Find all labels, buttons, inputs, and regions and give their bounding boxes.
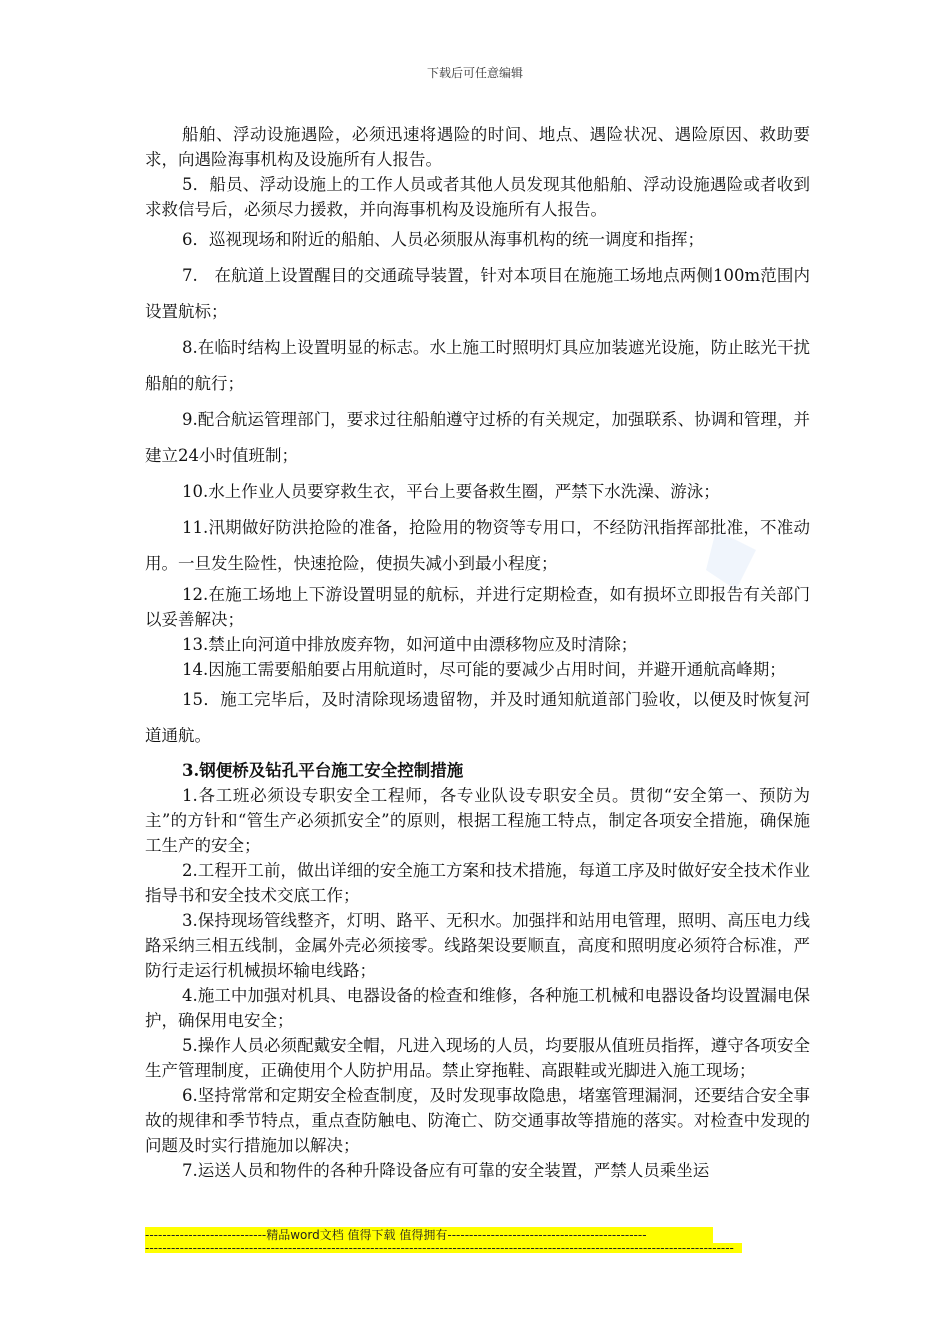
- paragraph-item-s3-4: 4.施工中加强对机具、电器设备的检查和维修，各种施工机械和电器设备均设置漏电保护，确保用电安全；: [145, 986, 810, 1030]
- page-header: 下载后可任意编辑: [426, 66, 523, 80]
- document-body: [145, 122, 810, 1183]
- paragraph-item-s3-2: 2.工程开工前，做出详细的安全施工方案和技术措施，每道工序及时做好安全技术作业指导书和安全技术交底工作；: [145, 861, 810, 905]
- paragraph-item-11: 11.汛期做好防洪抢险的准备，抢险用的物资等专用口，不经防汛指挥部批准，不准动用。一旦发生险性，快速抢险，使损失减小到最小程度；: [145, 518, 810, 573]
- paragraph-item-12: 12.在施工场地上下游设置明显的航标，并进行定期检查，如有损坏立即报告有关部门以妥善解决；: [145, 585, 810, 629]
- paragraph-item-s3-6: 6.坚持常常和定期安全检查制度，及时发现事故隐患，堵塞管理漏洞，还要结合安全事故的规律和季节特点，重点查防触电、防淹亡、防交通事故等措施的落实。对检查中发现的问题及时实行措施加以解决；: [145, 1086, 810, 1155]
- paragraph-item-8: 8.在临时结构上设置明显的标志。水上施工时照明灯具应加装遮光设施，防止眩光干扰船舶的航行；: [145, 338, 810, 393]
- paragraph-item-10: 10.水上作业人员要穿救生衣，平台上要备救生圈，严禁下水洗澡、游泳；: [182, 482, 720, 501]
- paragraph-item-s3-5: 5.操作人员必须配戴安全帽，凡进入现场的人员，均要服从值班员指挥，遵守各项安全生产管理制度，正确使用个人防护用品。禁止穿拖鞋、高跟鞋或光脚进入施工现场；: [145, 1036, 810, 1080]
- paragraph-item-9: 9.配合航运管理部门，要求过往船舶遵守过桥的有关规定，加强联系、协调和管理，并建立24小时值班制；: [145, 410, 810, 465]
- footer-line-1: ----------------------------精品word文档 值得下载 值得拥有----------------------------------------------: [145, 1227, 713, 1243]
- paragraph-item-15: 15．施工完毕后，及时清除现场遗留物，并及时通知航道部门验收，以便及时恢复河道通航。: [145, 690, 810, 745]
- paragraph-item-6: 6．巡视现场和附近的船舶、人员必须服从海事机构的统一调度和指挥；: [182, 230, 704, 249]
- footer-banner: [145, 1227, 742, 1253]
- paragraph-continuation: 船舶、浮动设施遇险，必须迅速将遇险的时间、地点、遇险状况、遇险原因、救助要求，向遇险海事机构及设施所有人报告。: [145, 125, 810, 169]
- paragraph-item-5: 5．船员、浮动设施上的工作人员或者其他人员发现其他船舶、浮动设施遇险或者收到求救信号后，必须尽力援救，并向海事机构及设施所有人报告。: [145, 175, 810, 219]
- paragraph-item-s3-7: 7.运送人员和物件的各种升降设备应有可靠的安全装置，严禁人员乘坐运: [182, 1161, 710, 1180]
- paragraph-item-s3-1: 1.各工班必须设专职安全工程师，各专业队设专职安全员。贯彻“安全第一、预防为主”的方针和“管生产必须抓安全”的原则，根据工程施工特点，制定各项安全措施，确保施工生产的安全；: [145, 786, 810, 855]
- watermark-shape: [706, 520, 766, 600]
- paragraph-item-14: 14.因施工需要船舶要占用航道时，尽可能的要减少占用时间，并避开通航高峰期；: [182, 660, 786, 679]
- paragraph-item-s3-3: 3.保持现场管线整齐，灯明、路平、无积水。加强拌和站用电管理，照明、高压电力线路采纳三相五线制，金属外壳必须接零。线路架设要顺直，高度和照明度必须符合标准，严防行走运行机械损坏输电线路；: [145, 911, 810, 980]
- paragraph-item-13: 13.禁止向河道中排放废弃物，如河道中由漂移物应及时清除；: [182, 635, 638, 654]
- section-heading: 3.钢便桥及钻孔平台施工安全控制措施: [182, 761, 464, 780]
- footer-line-2: ----------------------------------------------------------------------------------------------------------------------------------------: [145, 1243, 742, 1253]
- paragraph-item-7: 7. 在航道上设置醒目的交通疏导装置，针对本项目在施施工场地点两侧100m范围内设置航标；: [145, 266, 810, 321]
